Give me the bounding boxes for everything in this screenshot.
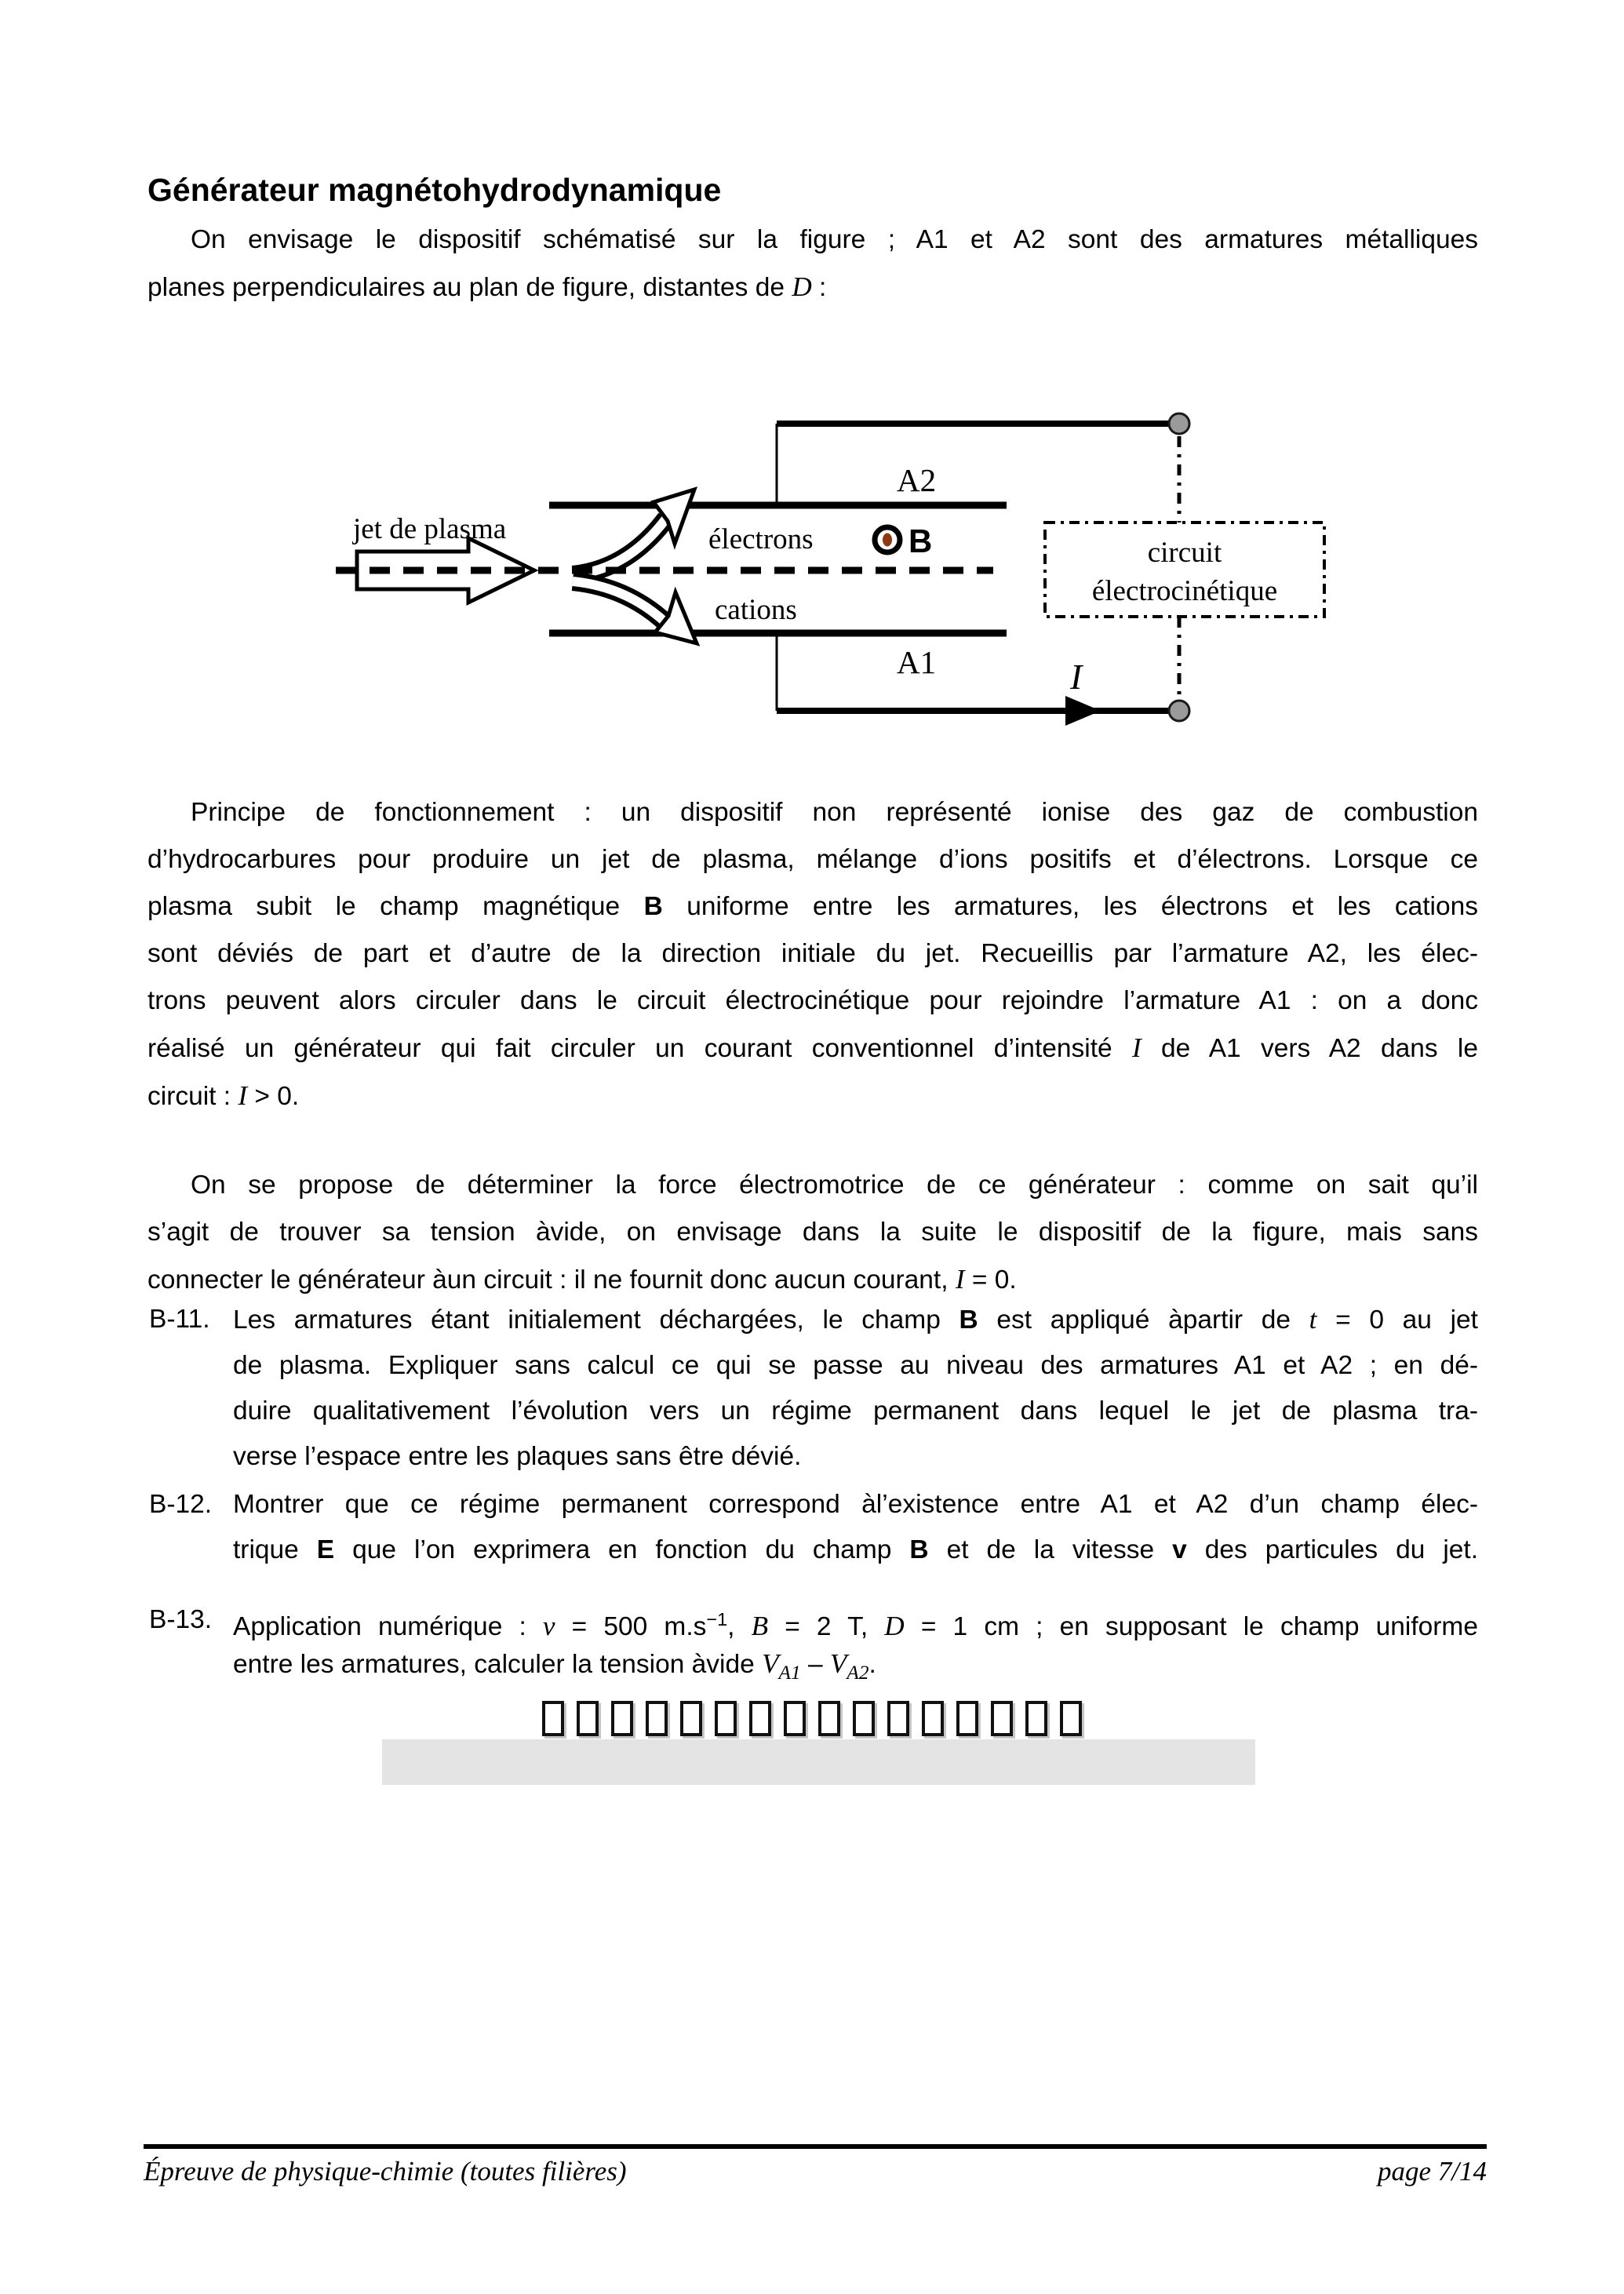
circuit-box-label-2: électrocinétique: [1091, 575, 1278, 607]
question-b12-label: B-12.: [149, 1490, 213, 1519]
b-field-dot: [883, 533, 892, 547]
terminal-top-icon: [1169, 413, 1189, 434]
text-line: Les armatures étant initialement déchargées, le champ B est appliqué àpartir de t = 0 au jet: [233, 1304, 1478, 1335]
text-line: entre les armatures, calculer la tension àvide $V_{A1} - V_{A2}$.: [233, 1648, 876, 1684]
text-line: circuit : I > 0.: [147, 1080, 300, 1111]
text-line: trons peuvent alors circuler dans le circuit électrocinétique pour rejoindre l’armature A1 : on a donc: [147, 986, 1478, 1015]
electron-path-outline: [573, 519, 666, 575]
text-line: plasma subit le champ magnétique B uniforme entre les armatures, les électrons et les cations: [147, 892, 1478, 921]
text-line: réalisé un générateur qui fait circuler un courant conventionnel d’intensité I de A1 vers A2 dans le: [147, 1032, 1479, 1063]
missing-glyph-box: [715, 1701, 737, 1736]
paragraph-propose: [147, 1162, 1478, 1304]
gray-highlight-bar: [382, 1739, 1255, 1785]
a2-label: A2: [897, 462, 937, 498]
missing-glyph-box: [853, 1701, 875, 1736]
text-line: Montrer que ce régime permanent correspond àl’existence entre A1 et A2 d’un champ élec-: [233, 1490, 1478, 1519]
missing-glyph-box: [1025, 1701, 1047, 1736]
a1-label: A1: [897, 644, 937, 680]
missing-glyph-box: [1060, 1701, 1082, 1736]
text-line: planes perpendiculaires au plan de figure, distantes de D :: [147, 271, 827, 302]
text-line: verse l’espace entre les plaques sans être dévié.: [233, 1442, 802, 1471]
question-b11: [149, 1297, 1478, 1480]
text-line: Application numérique : v = 500 $m.s^{-1}$, B = 2 T, D = 1 cm ; en supposant le champ uniforme: [233, 1609, 1478, 1642]
footer-exam-title: Épreuve de physique-chimie (toutes filières): [144, 2156, 627, 2187]
question-b12: [149, 1482, 1478, 1573]
text-line: s’agit de trouver sa tension àvide, on envisage dans la suite le dispositif de la figure, mais sans: [147, 1218, 1478, 1247]
question-b13-label: B-13.: [149, 1605, 213, 1634]
section-title: Générateur magnétohydrodynamique: [147, 172, 722, 208]
current-arrowhead-icon: [1065, 696, 1101, 726]
missing-glyph-box: [646, 1701, 668, 1736]
missing-glyph-box: [680, 1701, 702, 1736]
missing-glyph-box: [887, 1701, 909, 1736]
text-line: sont déviés de part et d’autre de la direction initiale du jet. Recueillis par l’armature A2, les élec-: [147, 939, 1478, 968]
missing-glyph-box: [991, 1701, 1013, 1736]
text-line: d’hydrocarbures pour produire un jet de plasma, mélange d’ions positifs et d’électrons. Lorsque ce: [147, 845, 1478, 874]
missing-glyph-box: [922, 1701, 944, 1736]
mhd-generator-figure: [298, 404, 1373, 741]
missing-glyph-box: [542, 1701, 564, 1736]
footer-page-number: page 7/14: [1377, 2156, 1487, 2187]
terminal-bottom-icon: [1169, 701, 1189, 721]
paragraph-principle: [147, 789, 1478, 1120]
missing-glyph-box: [784, 1701, 806, 1736]
question-b13: [149, 1601, 1478, 1691]
text-line: connecter le générateur àun circuit : il ne fournit donc aucun courant, I = 0.: [147, 1264, 1017, 1294]
text-line: On envisage le dispositif schématisé sur la figure ; A1 et A2 sont des armatures métalliques: [191, 225, 1478, 254]
text-line: de plasma. Expliquer sans calcul ce qui se passe au niveau des armatures A1 et A2 ; en dé-: [233, 1351, 1478, 1380]
missing-glyph-box: [956, 1701, 978, 1736]
placeholder-glyph-row: [0, 1701, 1624, 1739]
question-b11-text: [233, 1297, 1478, 1480]
text-line: trique E que l’on exprimera en fonction du champ B et de la vitesse v des particules du jet.: [233, 1535, 1479, 1564]
current-label: I: [1070, 657, 1083, 697]
question-b13-text: [233, 1601, 1478, 1691]
missing-glyph-box: [749, 1701, 771, 1736]
electrons-label: électrons: [708, 523, 814, 555]
text-line: On se propose de déterminer la force électromotrice de ce générateur : comme on sait qu’il: [191, 1171, 1478, 1200]
b-field-label: B: [908, 523, 933, 559]
footer-rule: [144, 2144, 1487, 2149]
cations-label: cations: [715, 594, 797, 626]
circuit-box-label-1: circuit: [1147, 537, 1222, 569]
question-b11-label: B-11.: [149, 1305, 210, 1334]
jet-label: jet de plasma: [353, 513, 507, 545]
missing-glyph-box: [611, 1701, 633, 1736]
missing-glyph-box: [818, 1701, 840, 1736]
text-line: Principe de fonctionnement : un dispositif non représenté ionise des gaz de combustion: [191, 798, 1478, 827]
missing-glyph-box: [577, 1701, 599, 1736]
text-line: duire qualitativement l’évolution vers un régime permanent dans lequel le jet de plasma tra-: [233, 1396, 1478, 1426]
paragraph-intro: [147, 217, 1478, 311]
question-b12-text: [233, 1482, 1478, 1573]
